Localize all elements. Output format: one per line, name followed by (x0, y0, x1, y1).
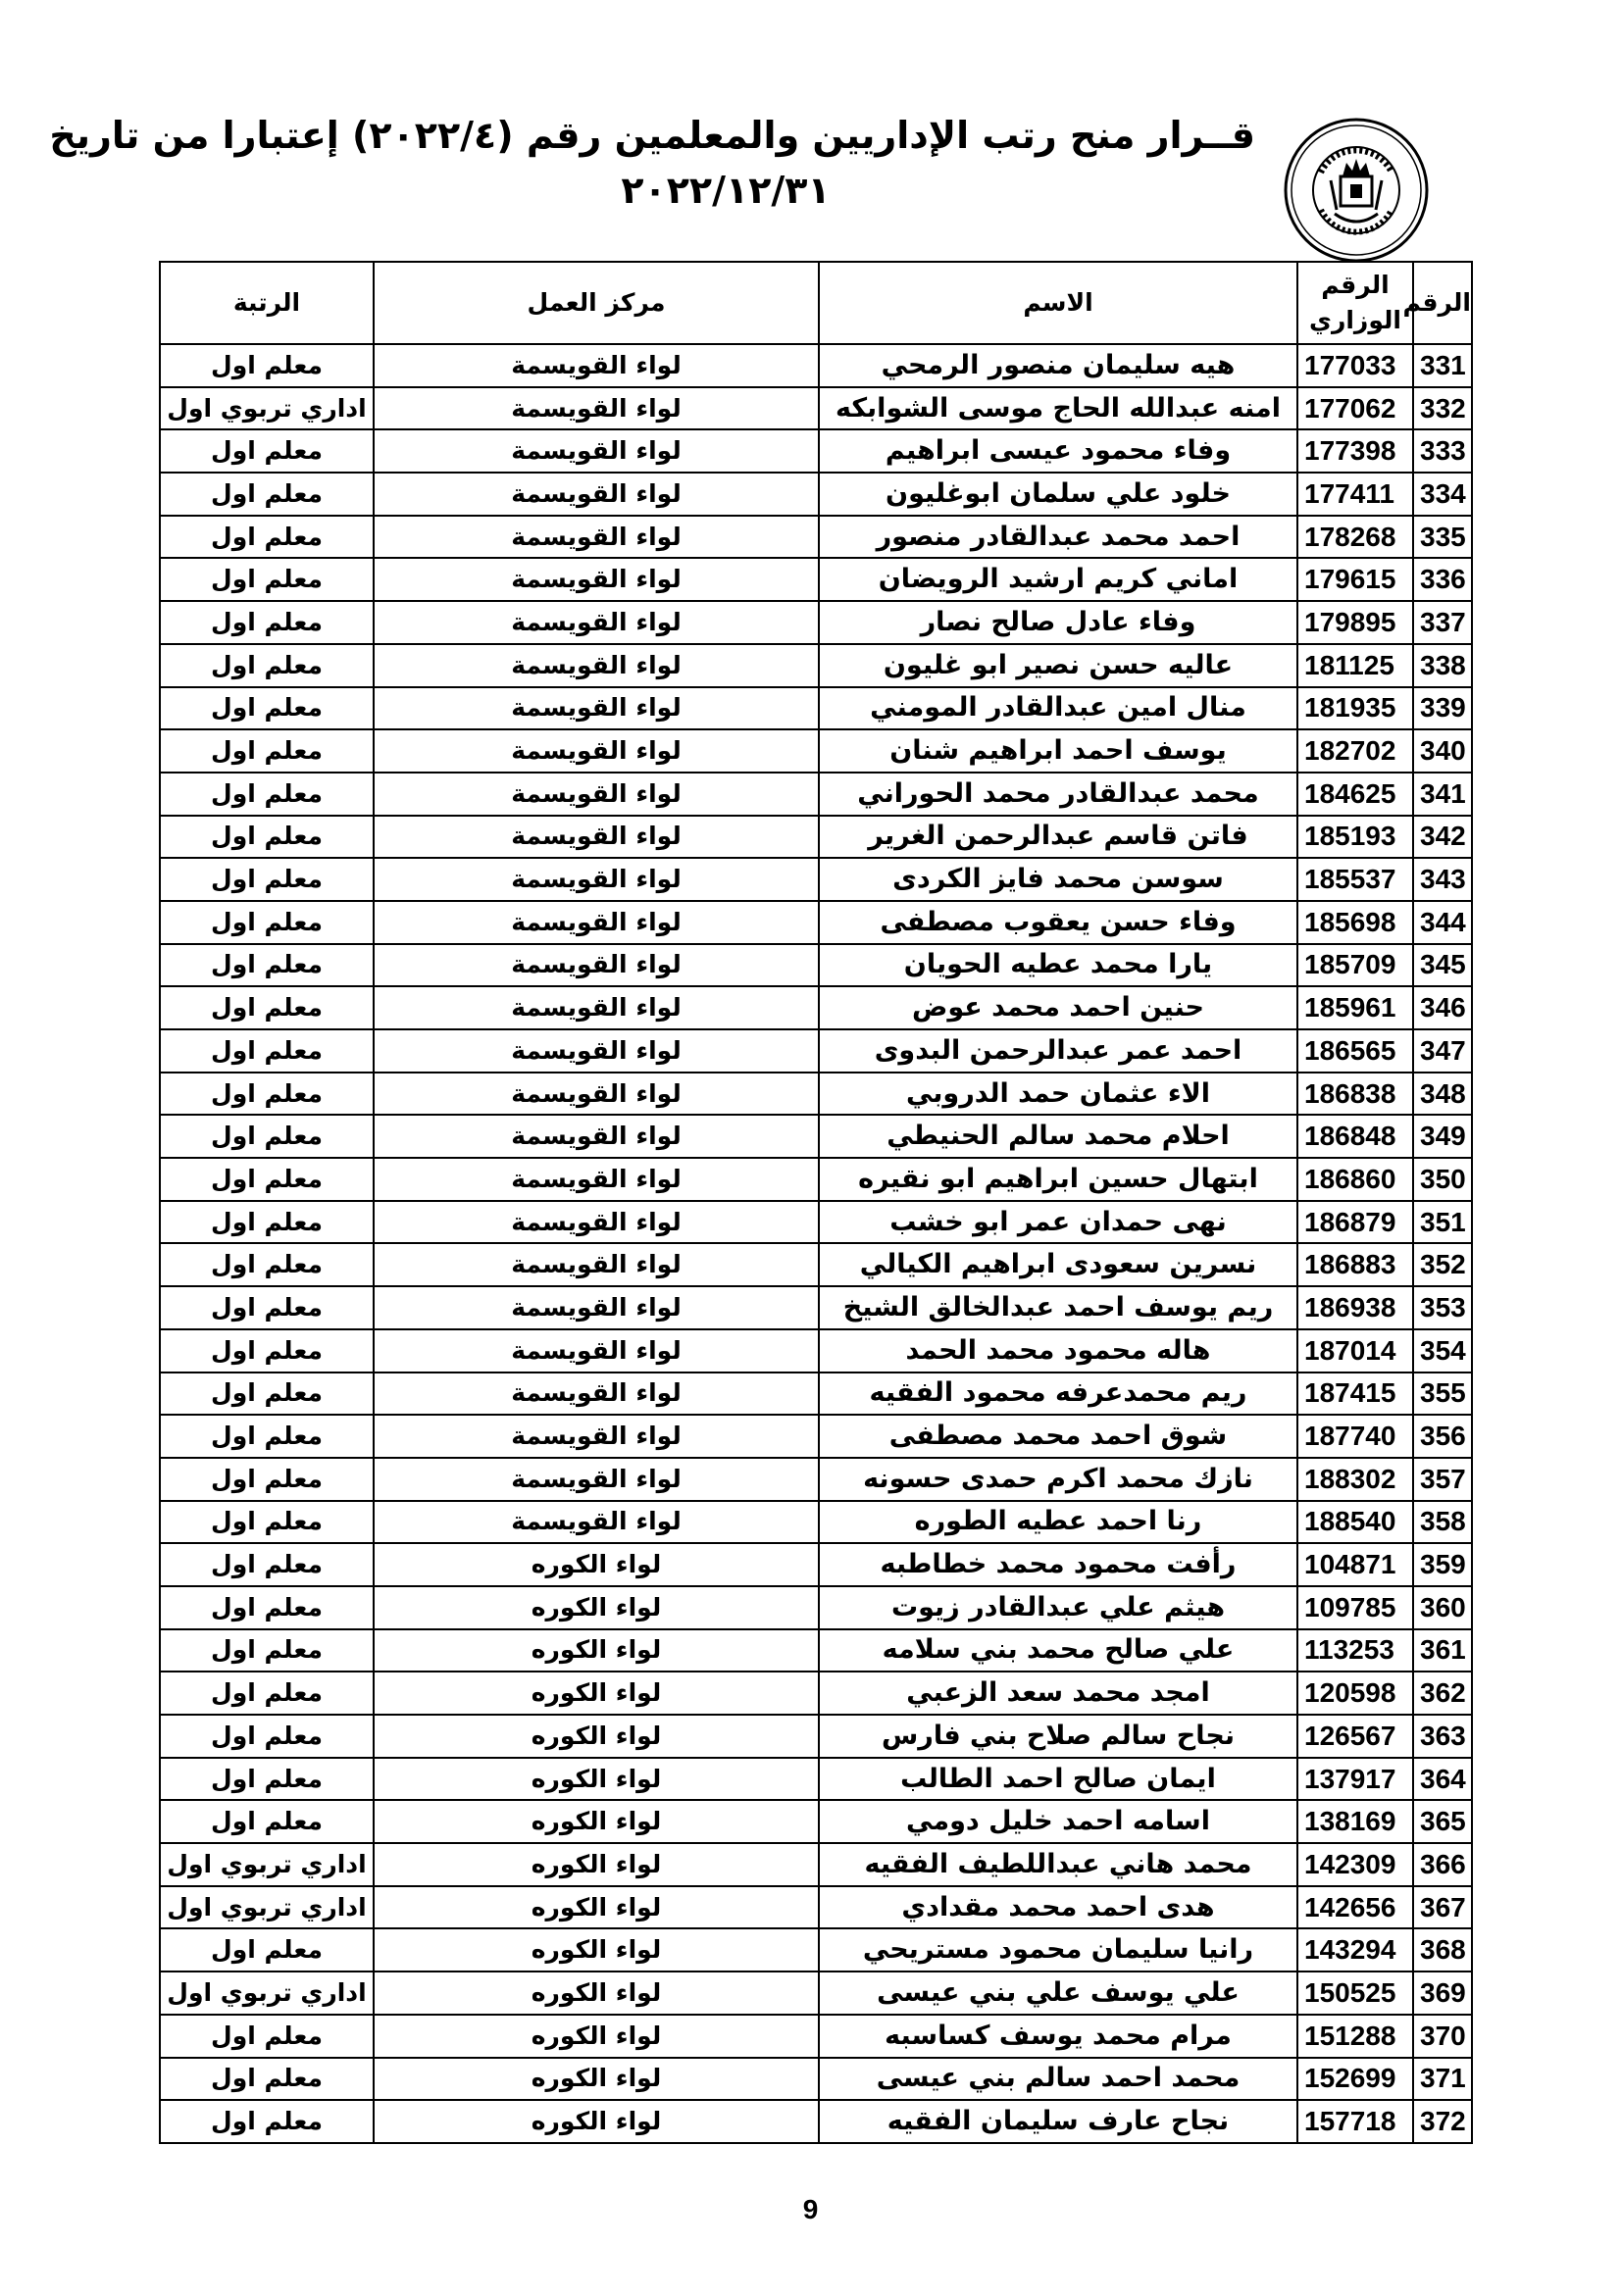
cell-name: هدى احمد محمد مقدادي (819, 1886, 1297, 1929)
table-row (160, 1373, 1472, 1416)
cell-seq: 346 (1413, 986, 1472, 1029)
cell-work-center: لواء القويسمة (374, 901, 819, 944)
cell-ministry-id: 178268 (1297, 516, 1413, 559)
cell-ministry-id: 151288 (1297, 2015, 1413, 2058)
cell-ministry-id: 188540 (1297, 1501, 1413, 1544)
cell-seq: 339 (1413, 687, 1472, 730)
cell-rank: معلم اول (160, 1501, 374, 1544)
cell-rank: معلم اول (160, 516, 374, 559)
table-row (160, 729, 1472, 773)
cell-name: نسرين سعودى ابراهيم الكيالي (819, 1243, 1297, 1286)
cell-ministry-id: 113253 (1297, 1629, 1413, 1672)
cell-rank: معلم اول (160, 1201, 374, 1244)
cell-work-center: لواء القويسمة (374, 429, 819, 473)
cell-name: هيثم علي عبدالقادر زيوت (819, 1586, 1297, 1629)
cell-seq: 334 (1413, 473, 1472, 516)
cell-work-center: لواء القويسمة (374, 1158, 819, 1201)
cell-work-center: لواء القويسمة (374, 1115, 819, 1158)
cell-rank: معلم اول (160, 1458, 374, 1501)
cell-ministry-id: 184625 (1297, 773, 1413, 816)
cell-name: فاتن قاسم عبدالرحمن الغرير (819, 816, 1297, 859)
cell-name: رانيا سليمان محمود مستريحي (819, 1928, 1297, 1972)
cell-work-center: لواء القويسمة (374, 858, 819, 901)
cell-name: احمد محمد عبدالقادر منصور (819, 516, 1297, 559)
cell-seq: 357 (1413, 1458, 1472, 1501)
cell-ministry-id: 182702 (1297, 729, 1413, 773)
cell-work-center: لواء القويسمة (374, 1201, 819, 1244)
cell-rank: معلم اول (160, 1672, 374, 1715)
cell-seq: 349 (1413, 1115, 1472, 1158)
cell-name: عاليه حسن نصير ابو غليون (819, 644, 1297, 687)
header-work-center: مركز العمل (374, 262, 819, 344)
table-row (160, 558, 1472, 601)
cell-name: يوسف احمد ابراهيم شنان (819, 729, 1297, 773)
table-row (160, 1800, 1472, 1843)
cell-rank: معلم اول (160, 2058, 374, 2101)
cell-ministry-id: 188302 (1297, 1458, 1413, 1501)
cell-name: رنا احمد عطيه الطوره (819, 1501, 1297, 1544)
table-row (160, 516, 1472, 559)
cell-work-center: لواء القويسمة (374, 601, 819, 644)
table-row (160, 986, 1472, 1029)
cell-ministry-id: 179615 (1297, 558, 1413, 601)
cell-ministry-id: 186848 (1297, 1115, 1413, 1158)
cell-work-center: لواء القويسمة (374, 944, 819, 987)
cell-work-center: لواء القويسمة (374, 729, 819, 773)
cell-work-center: لواء القويسمة (374, 344, 819, 387)
cell-ministry-id: 142309 (1297, 1843, 1413, 1886)
cell-rank: اداري تربوي اول (160, 1972, 374, 2015)
cell-rank: معلم اول (160, 687, 374, 730)
cell-rank: معلم اول (160, 1286, 374, 1329)
table-row (160, 687, 1472, 730)
cell-seq: 342 (1413, 816, 1472, 859)
cell-rank: معلم اول (160, 1800, 374, 1843)
cell-name: امنه عبدالله الحاج موسى الشوابكه (819, 387, 1297, 430)
cell-work-center: لواء الكوره (374, 2015, 819, 2058)
cell-name: نجاح عارف سليمان الفقيه (819, 2100, 1297, 2143)
header-name: الاسم (819, 262, 1297, 344)
table-row (160, 1843, 1472, 1886)
cell-name: اسامه احمد خليل دومي (819, 1800, 1297, 1843)
title-line-2: ٢٠٢٢/١٢/٣١ (621, 169, 831, 212)
ministry-seal-icon (1282, 116, 1431, 265)
cell-rank: معلم اول (160, 1029, 374, 1073)
table-row (160, 2100, 1472, 2143)
cell-seq: 343 (1413, 858, 1472, 901)
table-row (160, 1029, 1472, 1073)
cell-rank: معلم اول (160, 344, 374, 387)
cell-work-center: لواء القويسمة (374, 644, 819, 687)
cell-work-center: لواء القويسمة (374, 1458, 819, 1501)
cell-ministry-id: 179895 (1297, 601, 1413, 644)
cell-ministry-id: 187014 (1297, 1329, 1413, 1373)
table-row (160, 773, 1472, 816)
cell-name: وفاء حسن يعقوب مصطفى (819, 901, 1297, 944)
cell-work-center: لواء القويسمة (374, 387, 819, 430)
header-rank: الرتبة (160, 262, 374, 344)
cell-rank: معلم اول (160, 1543, 374, 1586)
cell-rank: معلم اول (160, 1629, 374, 1672)
cell-seq: 337 (1413, 601, 1472, 644)
cell-work-center: لواء القويسمة (374, 1501, 819, 1544)
cell-rank: معلم اول (160, 1329, 374, 1373)
cell-work-center: لواء القويسمة (374, 473, 819, 516)
cell-work-center: لواء القويسمة (374, 773, 819, 816)
table-row (160, 1243, 1472, 1286)
cell-work-center: لواء القويسمة (374, 1286, 819, 1329)
cell-ministry-id: 109785 (1297, 1586, 1413, 1629)
cell-seq: 352 (1413, 1243, 1472, 1286)
cell-work-center: لواء القويسمة (374, 816, 819, 859)
cell-seq: 358 (1413, 1501, 1472, 1544)
cell-ministry-id: 186838 (1297, 1073, 1413, 1116)
cell-rank: معلم اول (160, 473, 374, 516)
cell-ministry-id: 143294 (1297, 1928, 1413, 1972)
cell-seq: 369 (1413, 1972, 1472, 2015)
cell-ministry-id: 181935 (1297, 687, 1413, 730)
cell-seq: 340 (1413, 729, 1472, 773)
cell-rank: معلم اول (160, 1115, 374, 1158)
cell-name: هيه سليمان منصور الرمحي (819, 344, 1297, 387)
cell-work-center: لواء الكوره (374, 2100, 819, 2143)
cell-work-center: لواء الكوره (374, 1672, 819, 1715)
table-row (160, 1972, 1472, 2015)
cell-ministry-id: 138169 (1297, 1800, 1413, 1843)
cell-name: ابتهال حسين ابراهيم ابو نقيره (819, 1158, 1297, 1201)
cell-rank: معلم اول (160, 986, 374, 1029)
header-seq: الرقم (1413, 262, 1472, 344)
cell-seq: 336 (1413, 558, 1472, 601)
cell-work-center: لواء الكوره (374, 1543, 819, 1586)
cell-name: نهى حمدان عمر ابو خشب (819, 1201, 1297, 1244)
table-row (160, 429, 1472, 473)
cell-work-center: لواء الكوره (374, 1843, 819, 1886)
cell-seq: 344 (1413, 901, 1472, 944)
header-ministry-id (1297, 262, 1413, 344)
cell-ministry-id: 187415 (1297, 1373, 1413, 1416)
cell-rank: معلم اول (160, 644, 374, 687)
cell-rank: معلم اول (160, 429, 374, 473)
cell-seq: 356 (1413, 1415, 1472, 1458)
cell-work-center: لواء القويسمة (374, 986, 819, 1029)
cell-seq: 335 (1413, 516, 1472, 559)
cell-work-center: لواء القويسمة (374, 558, 819, 601)
table-row (160, 1758, 1472, 1801)
cell-ministry-id: 185698 (1297, 901, 1413, 944)
cell-name: وفاء عادل صالح نصار (819, 601, 1297, 644)
cell-name: يارا محمد عطيه الحويان (819, 944, 1297, 987)
cell-seq: 359 (1413, 1543, 1472, 1586)
table-row (160, 1715, 1472, 1758)
cell-name: ريم محمدعرفه محمود الفقيه (819, 1373, 1297, 1416)
cell-seq: 341 (1413, 773, 1472, 816)
cell-name: محمد عبدالقادر محمد الحوراني (819, 773, 1297, 816)
cell-work-center: لواء القويسمة (374, 516, 819, 559)
cell-seq: 331 (1413, 344, 1472, 387)
cell-name: علي صالح محمد بني سلامه (819, 1629, 1297, 1672)
cell-work-center: لواء الكوره (374, 1586, 819, 1629)
table-row (160, 1886, 1472, 1929)
cell-seq: 350 (1413, 1158, 1472, 1201)
cell-seq: 364 (1413, 1758, 1472, 1801)
cell-rank: معلم اول (160, 2015, 374, 2058)
cell-name: شوق احمد محمد مصطفى (819, 1415, 1297, 1458)
cell-seq: 360 (1413, 1586, 1472, 1629)
table-row (160, 1501, 1472, 1544)
cell-work-center: لواء الكوره (374, 1886, 819, 1929)
cell-ministry-id: 177398 (1297, 429, 1413, 473)
cell-name: رأفت محمود محمد خطاطبه (819, 1543, 1297, 1586)
cell-ministry-id: 186860 (1297, 1158, 1413, 1201)
cell-seq: 363 (1413, 1715, 1472, 1758)
cell-ministry-id: 185193 (1297, 816, 1413, 859)
cell-rank: معلم اول (160, 816, 374, 859)
cell-rank: معلم اول (160, 729, 374, 773)
cell-work-center: لواء الكوره (374, 1800, 819, 1843)
cell-seq: 368 (1413, 1928, 1472, 1972)
table-row (160, 2015, 1472, 2058)
table-row (160, 1329, 1472, 1373)
page-title (49, 108, 1255, 218)
cell-rank: اداري تربوي اول (160, 1843, 374, 1886)
cell-work-center: لواء القويسمة (374, 1415, 819, 1458)
cell-name: ايمان صالح احمد الطالب (819, 1758, 1297, 1801)
cell-ministry-id: 181125 (1297, 644, 1413, 687)
cell-rank: معلم اول (160, 1586, 374, 1629)
cell-name: اماني كريم ارشيد الرويضان (819, 558, 1297, 601)
header-ministry-id-line-2: الوزاري (1309, 306, 1401, 334)
table-row (160, 901, 1472, 944)
cell-seq: 338 (1413, 644, 1472, 687)
cell-seq: 347 (1413, 1029, 1472, 1073)
cell-name: الاء عثمان حمد الدروبي (819, 1073, 1297, 1116)
table-row (160, 601, 1472, 644)
table-row (160, 1672, 1472, 1715)
cell-ministry-id: 185537 (1297, 858, 1413, 901)
cell-ministry-id: 186883 (1297, 1243, 1413, 1286)
cell-seq: 345 (1413, 944, 1472, 987)
cell-work-center: لواء الكوره (374, 1928, 819, 1972)
cell-work-center: لواء الكوره (374, 1972, 819, 2015)
cell-name: احلام محمد سالم الحنيطي (819, 1115, 1297, 1158)
cell-seq: 332 (1413, 387, 1472, 430)
cell-ministry-id: 177411 (1297, 473, 1413, 516)
cell-work-center: لواء القويسمة (374, 1373, 819, 1416)
cell-name: نجاح سالم صلاح بني فارس (819, 1715, 1297, 1758)
cell-seq: 353 (1413, 1286, 1472, 1329)
cell-ministry-id: 186879 (1297, 1201, 1413, 1244)
cell-name: محمد هاني عبداللطيف الفقيه (819, 1843, 1297, 1886)
cell-seq: 355 (1413, 1373, 1472, 1416)
table-row (160, 1158, 1472, 1201)
table-row (160, 944, 1472, 987)
cell-seq: 333 (1413, 429, 1472, 473)
cell-rank: اداري تربوي اول (160, 1886, 374, 1929)
cell-rank: معلم اول (160, 1158, 374, 1201)
cell-name: سوسن محمد فايز الكردى (819, 858, 1297, 901)
cell-seq: 354 (1413, 1329, 1472, 1373)
cell-seq: 367 (1413, 1886, 1472, 1929)
cell-work-center: لواء الكوره (374, 1629, 819, 1672)
cell-rank: اداري تربوي اول (160, 387, 374, 430)
cell-name: احمد عمر عبدالرحمن البدوى (819, 1029, 1297, 1073)
cell-work-center: لواء الكوره (374, 1715, 819, 1758)
cell-name: خلود علي سلمان ابوغليون (819, 473, 1297, 516)
cell-rank: معلم اول (160, 901, 374, 944)
table-row (160, 644, 1472, 687)
cell-name: هاله محمود محمد الحمد (819, 1329, 1297, 1373)
table-row (160, 1115, 1472, 1158)
table-row (160, 2058, 1472, 2101)
cell-name: علي يوسف علي بني عيسى (819, 1972, 1297, 2015)
cell-rank: معلم اول (160, 601, 374, 644)
header-ministry-id-line-1: الرقم (1321, 271, 1390, 299)
cell-name: امجد محمد سعد الزعبي (819, 1672, 1297, 1715)
cell-ministry-id: 150525 (1297, 1972, 1413, 2015)
cell-seq: 366 (1413, 1843, 1472, 1886)
cell-rank: معلم اول (160, 1073, 374, 1116)
cell-work-center: لواء القويسمة (374, 1073, 819, 1116)
cell-ministry-id: 185961 (1297, 986, 1413, 1029)
cell-rank: معلم اول (160, 1758, 374, 1801)
table-row (160, 1629, 1472, 1672)
cell-ministry-id: 177062 (1297, 387, 1413, 430)
cell-ministry-id: 177033 (1297, 344, 1413, 387)
cell-name: نازك محمد اكرم حمدى حسونه (819, 1458, 1297, 1501)
table-row (160, 1543, 1472, 1586)
cell-rank: معلم اول (160, 2100, 374, 2143)
cell-seq: 370 (1413, 2015, 1472, 2058)
cell-ministry-id: 120598 (1297, 1672, 1413, 1715)
cell-name: محمد احمد سالم بني عيسى (819, 2058, 1297, 2101)
cell-ministry-id: 126567 (1297, 1715, 1413, 1758)
cell-rank: معلم اول (160, 558, 374, 601)
table-row (160, 858, 1472, 901)
cell-ministry-id: 104871 (1297, 1543, 1413, 1586)
promotions-table (159, 261, 1473, 2144)
cell-rank: معلم اول (160, 1415, 374, 1458)
cell-work-center: لواء القويسمة (374, 687, 819, 730)
cell-work-center: لواء القويسمة (374, 1243, 819, 1286)
table-row (160, 816, 1472, 859)
cell-ministry-id: 186565 (1297, 1029, 1413, 1073)
cell-rank: معلم اول (160, 1928, 374, 1972)
cell-work-center: لواء الكوره (374, 2058, 819, 2101)
table-row (160, 1286, 1472, 1329)
cell-seq: 371 (1413, 2058, 1472, 2101)
cell-seq: 361 (1413, 1629, 1472, 1672)
cell-work-center: لواء القويسمة (374, 1329, 819, 1373)
cell-name: وفاء محمود عيسى ابراهيم (819, 429, 1297, 473)
table-row (160, 1458, 1472, 1501)
cell-ministry-id: 137917 (1297, 1758, 1413, 1801)
cell-rank: معلم اول (160, 1715, 374, 1758)
cell-seq: 365 (1413, 1800, 1472, 1843)
cell-rank: معلم اول (160, 1243, 374, 1286)
table-row (160, 387, 1472, 430)
cell-seq: 351 (1413, 1201, 1472, 1244)
cell-seq: 348 (1413, 1073, 1472, 1116)
cell-ministry-id: 187740 (1297, 1415, 1413, 1458)
cell-name: منال امين عبدالقادر المومني (819, 687, 1297, 730)
table-header-row (160, 262, 1472, 344)
cell-rank: معلم اول (160, 858, 374, 901)
table-row (160, 1073, 1472, 1116)
cell-seq: 372 (1413, 2100, 1472, 2143)
cell-seq: 362 (1413, 1672, 1472, 1715)
cell-ministry-id: 157718 (1297, 2100, 1413, 2143)
cell-ministry-id: 152699 (1297, 2058, 1413, 2101)
cell-name: مرام محمد يوسف كساسبه (819, 2015, 1297, 2058)
cell-work-center: لواء القويسمة (374, 1029, 819, 1073)
cell-ministry-id: 142656 (1297, 1886, 1413, 1929)
table-row (160, 1586, 1472, 1629)
cell-rank: معلم اول (160, 773, 374, 816)
table-row (160, 344, 1472, 387)
cell-ministry-id: 185709 (1297, 944, 1413, 987)
cell-rank: معلم اول (160, 944, 374, 987)
table-row (160, 1201, 1472, 1244)
title-line-1: قــرار منح رتب الإداريين والمعلمين رقم (٢٠٢٢/٤) إعتبارا من تاريخ (49, 114, 1255, 157)
page-number: 9 (802, 2194, 819, 2224)
cell-name: ريم يوسف احمد عبدالخالق الشيخ (819, 1286, 1297, 1329)
cell-rank: معلم اول (160, 1373, 374, 1416)
table-row (160, 1415, 1472, 1458)
table-row (160, 1928, 1472, 1972)
cell-work-center: لواء الكوره (374, 1758, 819, 1801)
cell-name: حنين احمد محمد عوض (819, 986, 1297, 1029)
table-row (160, 473, 1472, 516)
cell-ministry-id: 186938 (1297, 1286, 1413, 1329)
